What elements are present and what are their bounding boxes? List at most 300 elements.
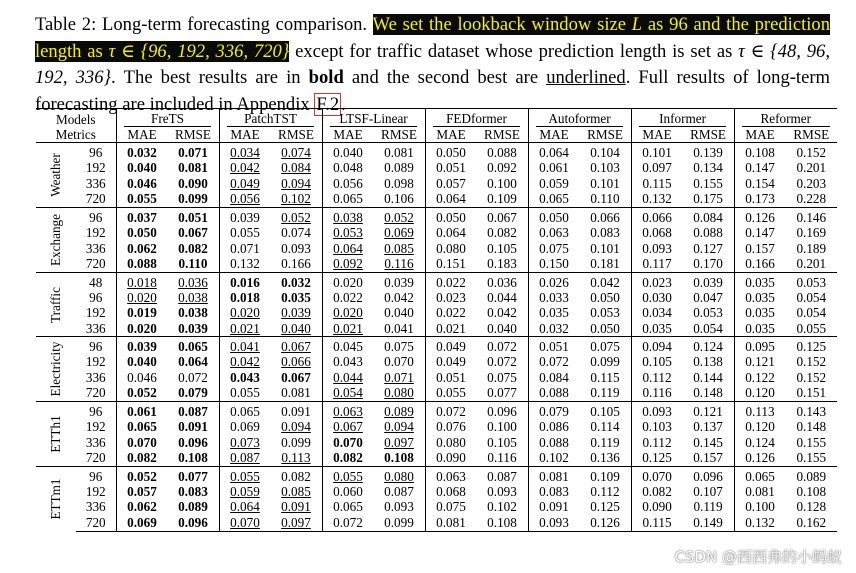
metric-value bbox=[683, 500, 735, 516]
metric-value bbox=[477, 484, 529, 500]
metric-value-text: 0.021 bbox=[230, 321, 260, 336]
metric-value-text: 0.107 bbox=[693, 484, 723, 499]
metric-value-text: 0.072 bbox=[487, 354, 517, 370]
metric-value-text: 0.138 bbox=[693, 354, 723, 370]
metric-value bbox=[322, 321, 374, 337]
metric-value bbox=[322, 192, 374, 208]
underlined-word: underlined bbox=[546, 67, 626, 88]
metric-value bbox=[168, 241, 220, 257]
metric-value-text: 0.122 bbox=[745, 370, 775, 386]
metric-value bbox=[219, 143, 271, 161]
metric-value bbox=[374, 370, 426, 386]
metric-value bbox=[477, 451, 529, 467]
metric-value bbox=[322, 241, 374, 257]
metric-value-text: 0.048 bbox=[333, 160, 363, 176]
metric-value-text: 0.088 bbox=[693, 225, 723, 241]
metric-value-text: 0.065 bbox=[230, 404, 260, 420]
metric-value bbox=[116, 161, 168, 177]
metric-value-text: 0.061 bbox=[127, 404, 157, 420]
metric-value bbox=[219, 451, 271, 467]
metric-value-text: 0.064 bbox=[333, 241, 363, 256]
table-row bbox=[36, 161, 837, 177]
prediction-length: 96 bbox=[76, 402, 116, 420]
metric-value bbox=[219, 500, 271, 516]
metric-value-text: 0.067 bbox=[281, 370, 311, 386]
metric-value bbox=[271, 386, 323, 402]
model-header-cell bbox=[425, 109, 528, 128]
metric-value bbox=[271, 484, 323, 500]
metric-value-text: 0.034 bbox=[230, 145, 260, 161]
metric-value-text: 0.061 bbox=[539, 160, 569, 176]
metric-value bbox=[528, 290, 580, 306]
metric-value-text: 0.035 bbox=[745, 321, 775, 336]
metric-value bbox=[271, 370, 323, 386]
metric-value-text: 0.072 bbox=[333, 515, 363, 530]
metric-value-text: 0.039 bbox=[127, 339, 157, 355]
prediction-length: 192 bbox=[85, 419, 106, 435]
metric-value-text: 0.080 bbox=[384, 468, 414, 484]
metric-value-text: 0.105 bbox=[642, 354, 672, 370]
metric-value-text: 0.151 bbox=[796, 386, 827, 401]
metric-value bbox=[374, 337, 426, 355]
metric-value bbox=[528, 515, 580, 531]
metric-header: RMSE bbox=[271, 127, 323, 143]
metric-value bbox=[683, 484, 735, 500]
metric-value bbox=[734, 290, 786, 306]
metric-value bbox=[477, 515, 529, 531]
metric-value bbox=[683, 161, 735, 177]
metric-value-text: 0.128 bbox=[796, 499, 827, 515]
metric-value-text: 0.155 bbox=[796, 435, 827, 450]
metric-value bbox=[271, 402, 323, 420]
metric-value bbox=[580, 451, 632, 467]
metric-value-text: 0.059 bbox=[539, 176, 569, 191]
metric-value-text: 0.126 bbox=[745, 450, 775, 466]
metric-value-text: 0.155 bbox=[693, 176, 723, 191]
metric-value-text: 0.104 bbox=[590, 145, 620, 161]
metric-value bbox=[425, 435, 477, 451]
metric-value bbox=[425, 161, 477, 177]
metric-value bbox=[219, 435, 271, 451]
prediction-length: 720 bbox=[85, 450, 106, 466]
metric-value bbox=[528, 337, 580, 355]
prediction-length: 336 bbox=[85, 176, 106, 191]
metric-value-text: 0.099 bbox=[178, 192, 208, 207]
metric-value-text: 0.203 bbox=[796, 176, 827, 191]
metric-value bbox=[168, 355, 220, 371]
metric-value-text: 0.081 bbox=[178, 160, 208, 176]
metric-value bbox=[168, 226, 220, 242]
metric-value-text: 0.090 bbox=[642, 499, 672, 515]
metric-value bbox=[219, 192, 271, 208]
metric-value-text: 0.087 bbox=[178, 404, 208, 420]
metric-value bbox=[477, 143, 529, 161]
metric-value-text: 0.042 bbox=[384, 290, 414, 305]
metric-header: RMSE bbox=[580, 127, 632, 143]
metric-value bbox=[734, 192, 786, 208]
metric-header: MAE bbox=[116, 127, 168, 143]
metric-value bbox=[631, 466, 683, 484]
metric-value-text: 0.073 bbox=[230, 435, 260, 450]
metric-value bbox=[477, 402, 529, 420]
table-row bbox=[36, 192, 837, 208]
watermark: CSDN @西西弗的小蚂蚁 bbox=[674, 548, 842, 566]
metric-value-text: 0.124 bbox=[745, 435, 775, 450]
metric-value bbox=[219, 515, 271, 531]
metric-value-text: 0.068 bbox=[642, 225, 672, 241]
metric-value bbox=[477, 500, 529, 516]
metric-value-text: 0.105 bbox=[487, 435, 517, 450]
metric-value bbox=[168, 257, 220, 273]
metric-value-text: 0.094 bbox=[281, 419, 311, 435]
metric-value-text: 0.096 bbox=[178, 435, 208, 450]
metric-value-text: 0.032 bbox=[539, 321, 569, 336]
metric-value bbox=[477, 290, 529, 306]
metric-value-text: 0.139 bbox=[693, 145, 723, 161]
metric-value-text: 0.020 bbox=[333, 274, 363, 290]
prediction-length: 192 bbox=[85, 354, 106, 370]
metric-value bbox=[168, 370, 220, 386]
metric-value-text: 0.093 bbox=[642, 404, 672, 420]
prediction-length: 96 bbox=[76, 143, 116, 161]
metric-value bbox=[116, 337, 168, 355]
table-row bbox=[36, 241, 837, 257]
prediction-length: 192 bbox=[85, 305, 106, 321]
metric-value-text: 0.040 bbox=[281, 321, 311, 336]
metric-value-text: 0.084 bbox=[693, 210, 723, 226]
metric-value-text: 0.063 bbox=[539, 225, 569, 241]
metric-value-text: 0.032 bbox=[127, 145, 157, 161]
metric-value bbox=[528, 241, 580, 257]
metric-value-text: 0.036 bbox=[178, 274, 208, 290]
metric-value-text: 0.050 bbox=[590, 321, 620, 336]
metric-value-text: 0.075 bbox=[590, 339, 620, 355]
metric-value bbox=[734, 420, 786, 436]
metric-value bbox=[322, 161, 374, 177]
metric-value bbox=[528, 355, 580, 371]
metric-value bbox=[219, 402, 271, 420]
prediction-length: 96 bbox=[76, 208, 116, 226]
metric-value-text: 0.084 bbox=[281, 160, 311, 176]
metric-value-text: 0.096 bbox=[693, 468, 723, 484]
metric-value bbox=[734, 161, 786, 177]
model-header-cell bbox=[116, 109, 219, 128]
metric-value-text: 0.089 bbox=[796, 468, 827, 484]
metric-value-text: 0.052 bbox=[384, 210, 414, 226]
metric-value bbox=[786, 420, 838, 436]
metric-value bbox=[271, 500, 323, 516]
dataset-label: Electricity bbox=[47, 341, 63, 397]
metric-value bbox=[271, 435, 323, 451]
metric-value-text: 0.050 bbox=[127, 225, 157, 241]
bold-word: bold bbox=[308, 67, 344, 88]
metric-value bbox=[425, 386, 477, 402]
metric-value-text: 0.023 bbox=[436, 290, 466, 305]
metric-value bbox=[580, 226, 632, 242]
metric-value-text: 0.096 bbox=[178, 515, 208, 530]
metric-value-text: 0.063 bbox=[333, 404, 363, 420]
metric-value-text: 0.043 bbox=[333, 354, 363, 370]
metric-value bbox=[271, 192, 323, 208]
metric-value-text: 0.035 bbox=[745, 274, 775, 290]
metric-value bbox=[786, 500, 838, 516]
metric-value-text: 0.016 bbox=[230, 274, 260, 290]
metric-value bbox=[168, 484, 220, 500]
metric-value bbox=[374, 321, 426, 337]
table-row bbox=[36, 420, 837, 436]
metric-value bbox=[425, 500, 477, 516]
metric-value bbox=[425, 466, 477, 484]
metric-value-text: 0.081 bbox=[539, 468, 569, 484]
metric-value bbox=[271, 226, 323, 242]
dataset-label: ETTm1 bbox=[47, 478, 63, 520]
metric-value-text: 0.039 bbox=[384, 274, 414, 290]
table-row bbox=[36, 500, 837, 516]
metric-value bbox=[477, 272, 529, 290]
metric-value-text: 0.065 bbox=[539, 192, 569, 207]
metric-value bbox=[528, 386, 580, 402]
metric-value bbox=[631, 241, 683, 257]
metric-value bbox=[425, 337, 477, 355]
metric-value-text: 0.148 bbox=[796, 419, 827, 435]
metric-value-text: 0.064 bbox=[178, 354, 208, 370]
metric-value bbox=[168, 386, 220, 402]
metric-value-text: 0.020 bbox=[333, 305, 363, 321]
metric-value bbox=[116, 435, 168, 451]
metric-value-text: 0.086 bbox=[539, 419, 569, 435]
metric-value bbox=[168, 402, 220, 420]
metric-value-text: 0.091 bbox=[281, 499, 311, 515]
table-row bbox=[36, 176, 837, 192]
metric-value-text: 0.035 bbox=[539, 305, 569, 321]
metric-value-text: 0.053 bbox=[796, 274, 827, 290]
metric-value-text: 0.155 bbox=[796, 450, 827, 466]
metric-value-text: 0.103 bbox=[642, 419, 672, 435]
metric-value bbox=[271, 515, 323, 531]
metric-value-text: 0.082 bbox=[178, 241, 208, 256]
metric-value bbox=[631, 161, 683, 177]
model-header-cell bbox=[734, 109, 837, 128]
metric-value bbox=[374, 306, 426, 322]
metric-value-text: 0.039 bbox=[281, 305, 311, 321]
metric-value bbox=[374, 176, 426, 192]
metric-value-text: 0.099 bbox=[590, 354, 620, 370]
metric-value-text: 0.112 bbox=[590, 484, 620, 499]
metric-value bbox=[322, 515, 374, 531]
metric-value-text: 0.053 bbox=[333, 225, 363, 241]
metric-value-text: 0.072 bbox=[436, 404, 466, 420]
metric-value bbox=[271, 143, 323, 161]
metric-value bbox=[580, 466, 632, 484]
metric-value bbox=[734, 321, 786, 337]
metric-value-text: 0.084 bbox=[539, 370, 569, 386]
metric-value bbox=[580, 161, 632, 177]
metric-value bbox=[631, 208, 683, 226]
metric-value bbox=[219, 321, 271, 337]
metric-value-text: 0.102 bbox=[487, 499, 517, 515]
metric-value bbox=[528, 402, 580, 420]
metric-value bbox=[786, 466, 838, 484]
metric-value-text: 0.093 bbox=[539, 515, 569, 530]
metric-value-text: 0.063 bbox=[436, 468, 466, 484]
metric-value bbox=[425, 451, 477, 467]
metric-value-text: 0.046 bbox=[127, 370, 157, 386]
metric-value-text: 0.090 bbox=[178, 176, 208, 191]
metric-value-text: 0.049 bbox=[436, 339, 466, 355]
metric-value-text: 0.119 bbox=[693, 499, 723, 515]
table-row bbox=[36, 290, 837, 306]
metric-value bbox=[631, 500, 683, 516]
prediction-length: 96 bbox=[76, 466, 116, 484]
metric-value-text: 0.096 bbox=[487, 404, 517, 420]
metric-value-text: 0.097 bbox=[384, 435, 414, 450]
metric-value bbox=[734, 257, 786, 273]
metric-value-text: 0.088 bbox=[487, 145, 517, 161]
metric-value bbox=[477, 321, 529, 337]
metric-value bbox=[477, 435, 529, 451]
metric-value-text: 0.044 bbox=[487, 290, 517, 305]
metric-value bbox=[116, 272, 168, 290]
metric-value-text: 0.162 bbox=[796, 515, 827, 530]
metric-value-text: 0.094 bbox=[384, 419, 414, 435]
metric-value-text: 0.101 bbox=[642, 145, 672, 161]
appendix-link[interactable]: F.2 bbox=[316, 93, 340, 115]
metric-value-text: 0.102 bbox=[281, 192, 311, 207]
metric-value bbox=[631, 321, 683, 337]
metric-value bbox=[425, 192, 477, 208]
metric-value-text: 0.157 bbox=[693, 450, 723, 466]
metric-value bbox=[683, 306, 735, 322]
metric-value bbox=[477, 226, 529, 242]
metric-value bbox=[116, 241, 168, 257]
metric-value-text: 0.108 bbox=[178, 450, 208, 466]
metric-value bbox=[528, 500, 580, 516]
metric-value-text: 0.201 bbox=[796, 256, 827, 272]
metric-value bbox=[786, 161, 838, 177]
metric-value bbox=[374, 386, 426, 402]
metric-value bbox=[580, 143, 632, 161]
table-row bbox=[36, 306, 837, 322]
table-row bbox=[36, 402, 837, 420]
metric-value-text: 0.132 bbox=[230, 256, 260, 272]
metric-value bbox=[631, 420, 683, 436]
metric-value-text: 0.022 bbox=[436, 274, 466, 290]
metric-value bbox=[425, 515, 477, 531]
metric-value-text: 0.151 bbox=[436, 256, 466, 272]
metric-value bbox=[683, 451, 735, 467]
metric-value-text: 0.066 bbox=[590, 210, 620, 226]
metric-value-text: 0.042 bbox=[590, 274, 620, 290]
metric-value bbox=[322, 290, 374, 306]
metric-value bbox=[271, 161, 323, 177]
metric-value bbox=[374, 500, 426, 516]
metric-value-text: 0.091 bbox=[281, 404, 311, 420]
metric-value-text: 0.039 bbox=[693, 274, 723, 290]
metric-value-text: 0.049 bbox=[436, 354, 466, 370]
metric-value bbox=[477, 355, 529, 371]
metric-value-text: 0.055 bbox=[127, 192, 157, 207]
metric-value bbox=[528, 272, 580, 290]
metric-value bbox=[786, 176, 838, 192]
prediction-length: 192 bbox=[85, 225, 106, 241]
metric-value-text: 0.072 bbox=[539, 354, 569, 370]
metric-value-text: 0.121 bbox=[693, 404, 723, 420]
table-row bbox=[36, 143, 837, 161]
metric-value bbox=[683, 321, 735, 337]
metric-value-text: 0.082 bbox=[642, 484, 672, 499]
table-row bbox=[36, 257, 837, 273]
table-row bbox=[36, 515, 837, 531]
metric-value-text: 0.076 bbox=[436, 419, 466, 435]
metric-value bbox=[580, 500, 632, 516]
metric-value-text: 0.143 bbox=[796, 404, 827, 420]
metric-value-text: 0.054 bbox=[693, 321, 723, 336]
metric-value-text: 0.018 bbox=[230, 290, 260, 305]
metric-value bbox=[374, 484, 426, 500]
metric-value-text: 0.085 bbox=[281, 484, 311, 499]
metric-value-text: 0.094 bbox=[642, 339, 672, 355]
metric-value bbox=[219, 466, 271, 484]
metric-value-text: 0.150 bbox=[539, 256, 569, 272]
metric-value bbox=[168, 161, 220, 177]
metric-value-text: 0.054 bbox=[796, 305, 827, 321]
metric-value bbox=[374, 143, 426, 161]
prediction-length: 720 bbox=[85, 256, 106, 272]
metric-value-text: 0.119 bbox=[590, 435, 620, 450]
metric-value bbox=[528, 321, 580, 337]
model-name: PatchTST bbox=[227, 112, 315, 127]
metric-value bbox=[322, 226, 374, 242]
metric-value-text: 0.046 bbox=[127, 176, 157, 191]
metric-value bbox=[322, 435, 374, 451]
metric-value bbox=[116, 420, 168, 436]
metric-value bbox=[683, 466, 735, 484]
model-name: LTSF-Linear bbox=[330, 112, 418, 127]
metric-header: MAE bbox=[425, 127, 477, 143]
metric-value-text: 0.023 bbox=[642, 274, 672, 290]
metric-value bbox=[734, 208, 786, 226]
metric-value-text: 0.147 bbox=[745, 225, 775, 241]
table-row bbox=[36, 451, 837, 467]
model-header-cell bbox=[528, 109, 631, 128]
table-row bbox=[36, 435, 837, 451]
metric-value-text: 0.040 bbox=[333, 145, 363, 161]
metric-value-text: 0.101 bbox=[590, 241, 620, 256]
metric-value bbox=[219, 176, 271, 192]
metric-value-text: 0.120 bbox=[745, 386, 775, 401]
metric-value-text: 0.074 bbox=[281, 145, 311, 161]
metric-value bbox=[528, 484, 580, 500]
metric-value-text: 0.093 bbox=[642, 241, 672, 256]
metric-value bbox=[168, 272, 220, 290]
metric-value bbox=[168, 500, 220, 516]
metric-value bbox=[425, 355, 477, 371]
metric-value-text: 0.040 bbox=[127, 354, 157, 370]
metric-value bbox=[322, 257, 374, 273]
metric-value-text: 0.042 bbox=[230, 160, 260, 176]
metric-value bbox=[734, 241, 786, 257]
metric-value-text: 0.054 bbox=[333, 386, 363, 401]
metric-value-text: 0.201 bbox=[796, 160, 827, 176]
metric-value bbox=[374, 402, 426, 420]
metric-value-text: 0.070 bbox=[333, 435, 363, 450]
metric-value-text: 0.065 bbox=[178, 339, 208, 355]
metric-value-text: 0.077 bbox=[178, 468, 208, 484]
metric-value bbox=[631, 290, 683, 306]
metric-value bbox=[786, 143, 838, 161]
metric-value bbox=[219, 257, 271, 273]
metric-value bbox=[168, 420, 220, 436]
